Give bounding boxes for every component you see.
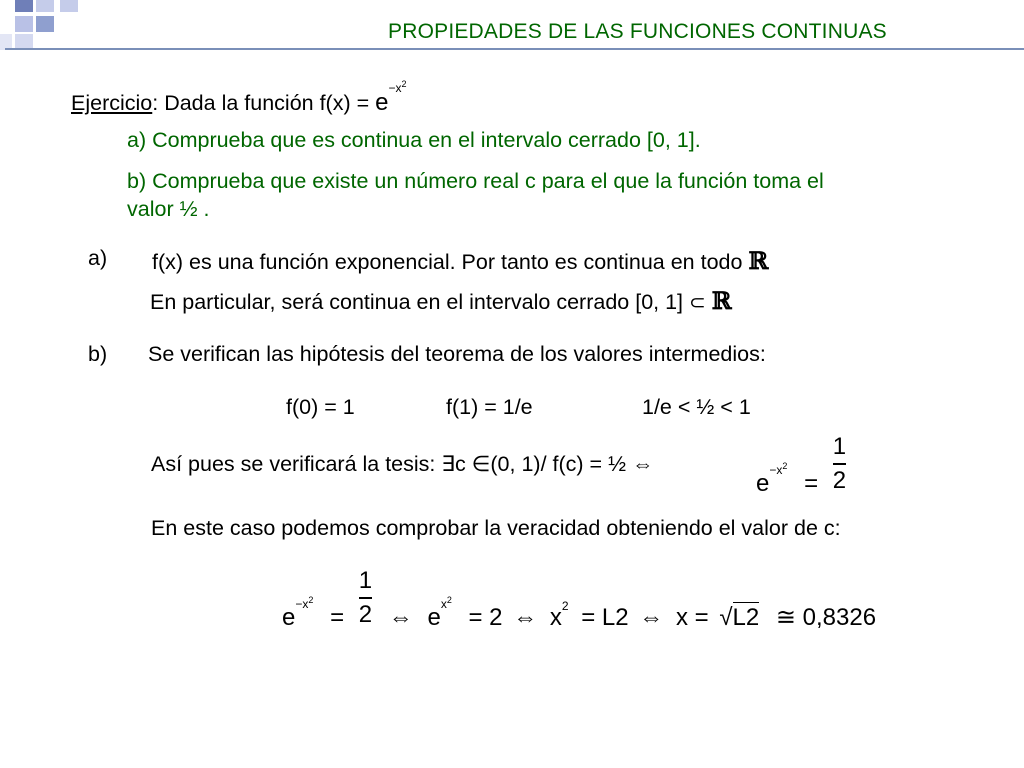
exercise-intro: : Dada la función f(x) = [152, 91, 376, 115]
deco-square [36, 16, 54, 32]
exercise-base: e [375, 89, 389, 116]
reals-symbol: ℝ [711, 286, 732, 315]
solution-a-line2: En particular, será continua en el intervalo cerrado [0, 1] ⊂ ℝ [150, 286, 732, 315]
thesis-text: Así pues se verificará la tesis: ∃c ∈(0, 1)/ f(c) = ½ ⇔ [151, 452, 654, 476]
thesis-fraction: $\frac{1}{2}$ [832, 433, 847, 494]
final-fraction: $\frac{1}{2}$ [358, 567, 373, 628]
solution-a-marker: a) [88, 246, 108, 270]
solution-a-line1: f(x) es una función exponencial. Por tanto es continua en todo ℝ [152, 246, 769, 275]
page-title: PROPIEDADES DE LAS FUNCIONES CONTINUAS [388, 20, 887, 43]
exercise-label: Ejercicio [71, 91, 153, 115]
exercise-part-b-line1: b) Comprueba que existe un número real c para el que la función toma el [127, 169, 824, 193]
solution-b-line1: Se verifican las hipótesis del teorema de los valores intermedios: [148, 342, 766, 366]
check-line: En este caso podemos comprobar la veracidad obteniendo el valor de c: [151, 516, 841, 540]
final-equation: $e-x^2$ = $\frac{1}{2}$ ⇔ $ex^2 = 2$ ⇔ $x_2 = L2$ ⇔ x = √L2 ≅ 0,8326 [282, 567, 877, 632]
deco-square [36, 0, 54, 12]
thesis-expression: $e-x^2$ = $\frac{1}{2}$ [756, 433, 847, 498]
inequality: 1/e < ½ < 1 [642, 395, 751, 419]
solution-b-marker: b) [88, 342, 108, 366]
exercise-heading [71, 79, 407, 117]
corner-decoration [0, 0, 80, 60]
exercise-part-a: a) Comprueba que es continua en el intervalo cerrado [0, 1]. [127, 128, 701, 152]
exercise-part-b-line2: valor ½ . [127, 197, 210, 221]
title-divider [5, 48, 1024, 50]
value-f1: f(1) = 1/e [446, 395, 533, 419]
deco-square [15, 0, 33, 12]
deco-square [60, 0, 78, 12]
deco-square [15, 16, 33, 32]
subset-symbol: ⊂ [689, 292, 706, 314]
value-f0: f(0) = 1 [286, 395, 355, 419]
exercise-exponent: −x2 [388, 79, 407, 95]
reals-symbol: ℝ [748, 246, 769, 275]
